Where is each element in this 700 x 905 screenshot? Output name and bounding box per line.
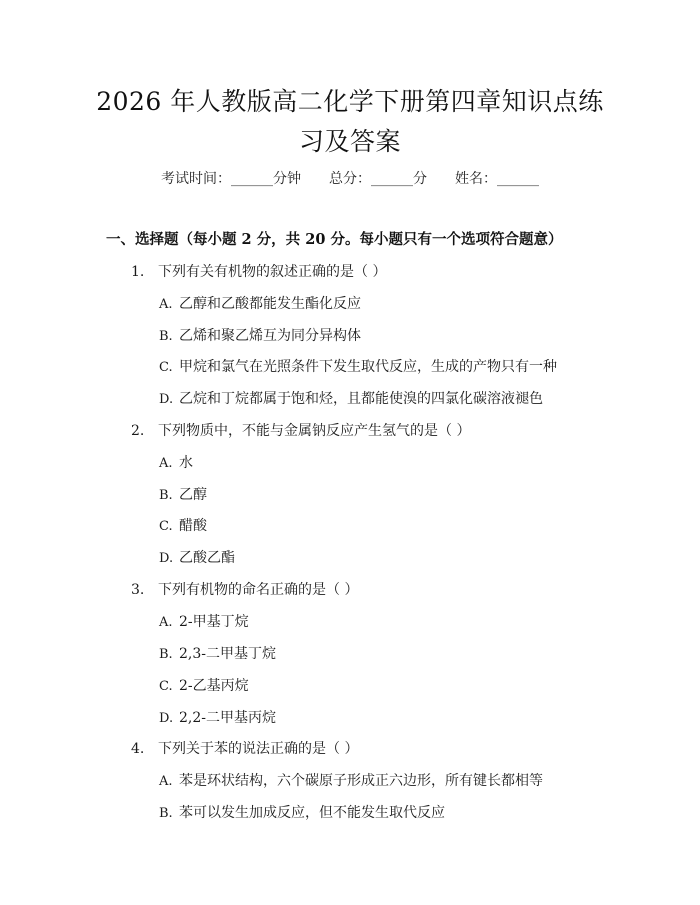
question-text: 下列有关有机物的叙述正确的是（ ） bbox=[158, 264, 387, 280]
question-3-option-d bbox=[159, 707, 276, 727]
question-4-option-b bbox=[159, 802, 445, 822]
option-letter: A. bbox=[159, 615, 173, 630]
document-title bbox=[70, 82, 630, 162]
question-1-option-d bbox=[159, 388, 543, 408]
option-text: 水 bbox=[179, 455, 193, 471]
question-1-option-b bbox=[159, 325, 361, 345]
question-4-option-a bbox=[159, 770, 543, 790]
question-2-option-d bbox=[159, 547, 235, 567]
option-text: 甲烷和氯气在光照条件下发生取代反应，生成的产物只有一种 bbox=[179, 359, 557, 375]
question-1 bbox=[131, 261, 386, 281]
question-1-option-a bbox=[159, 293, 361, 313]
question-number: 1. bbox=[131, 264, 145, 280]
question-number: 4. bbox=[131, 741, 145, 757]
option-letter: D. bbox=[159, 551, 174, 566]
option-text: 2,2-二甲基丙烷 bbox=[179, 710, 276, 726]
option-text: 乙酸乙酯 bbox=[179, 550, 235, 566]
option-text: 乙烷和丁烷都属于饱和烃，且都能使溴的四氯化碳溶液褪色 bbox=[179, 391, 543, 407]
question-3-option-c bbox=[159, 675, 249, 695]
option-letter: D. bbox=[159, 711, 174, 726]
question-number: 2. bbox=[131, 423, 145, 439]
option-letter: C. bbox=[159, 360, 173, 375]
question-3-option-b bbox=[159, 643, 276, 663]
title-line-1: 2026 年人教版高二化学下册第四章知识点练 bbox=[96, 87, 604, 116]
question-2-option-c bbox=[159, 515, 207, 535]
option-letter: C. bbox=[159, 519, 173, 534]
option-text: 醋酸 bbox=[179, 518, 207, 534]
exam-time-field: 考试时间：______分钟 bbox=[161, 171, 301, 187]
question-number: 3. bbox=[131, 582, 145, 598]
question-4 bbox=[131, 738, 358, 758]
question-3 bbox=[131, 579, 358, 599]
exam-info-line bbox=[0, 168, 700, 188]
option-text: 2,3-二甲基丁烷 bbox=[179, 646, 276, 662]
option-text: 苯是环状结构，六个碳原子形成正六边形，所有键长都相等 bbox=[179, 773, 543, 789]
title-line-2: 习及答案 bbox=[298, 127, 401, 156]
option-text: 苯可以发生加成反应，但不能发生取代反应 bbox=[179, 805, 445, 821]
option-letter: C. bbox=[159, 679, 173, 694]
question-2 bbox=[131, 420, 470, 440]
total-score-field: 总分：______分 bbox=[329, 171, 427, 187]
option-text: 乙醇 bbox=[179, 487, 207, 503]
section-heading: 一、选择题（每小题 2 分，共 20 分。每小题只有一个选项符合题意） bbox=[106, 231, 563, 248]
option-letter: B. bbox=[159, 488, 173, 503]
option-letter: A. bbox=[159, 297, 173, 312]
question-text: 下列有机物的命名正确的是（ ） bbox=[158, 582, 359, 598]
option-text: 2-乙基丙烷 bbox=[179, 678, 249, 694]
option-letter: B. bbox=[159, 806, 173, 821]
question-1-option-c bbox=[159, 356, 557, 376]
option-text: 2-甲基丁烷 bbox=[179, 614, 249, 630]
option-letter: A. bbox=[159, 456, 173, 471]
option-letter: D. bbox=[159, 392, 174, 407]
question-2-option-b bbox=[159, 484, 207, 504]
question-text: 下列物质中，不能与金属钠反应产生氢气的是（ ） bbox=[158, 423, 471, 439]
question-text: 下列关于苯的说法正确的是（ ） bbox=[158, 741, 359, 757]
option-letter: A. bbox=[159, 774, 173, 789]
question-2-option-a bbox=[159, 452, 193, 472]
option-text: 乙烯和聚乙烯互为同分异构体 bbox=[179, 328, 361, 344]
question-3-option-a bbox=[159, 611, 249, 631]
option-letter: B. bbox=[159, 647, 173, 662]
option-text: 乙醇和乙酸都能发生酯化反应 bbox=[179, 296, 361, 312]
name-field: 姓名：______ bbox=[455, 171, 539, 187]
option-letter: B. bbox=[159, 329, 173, 344]
